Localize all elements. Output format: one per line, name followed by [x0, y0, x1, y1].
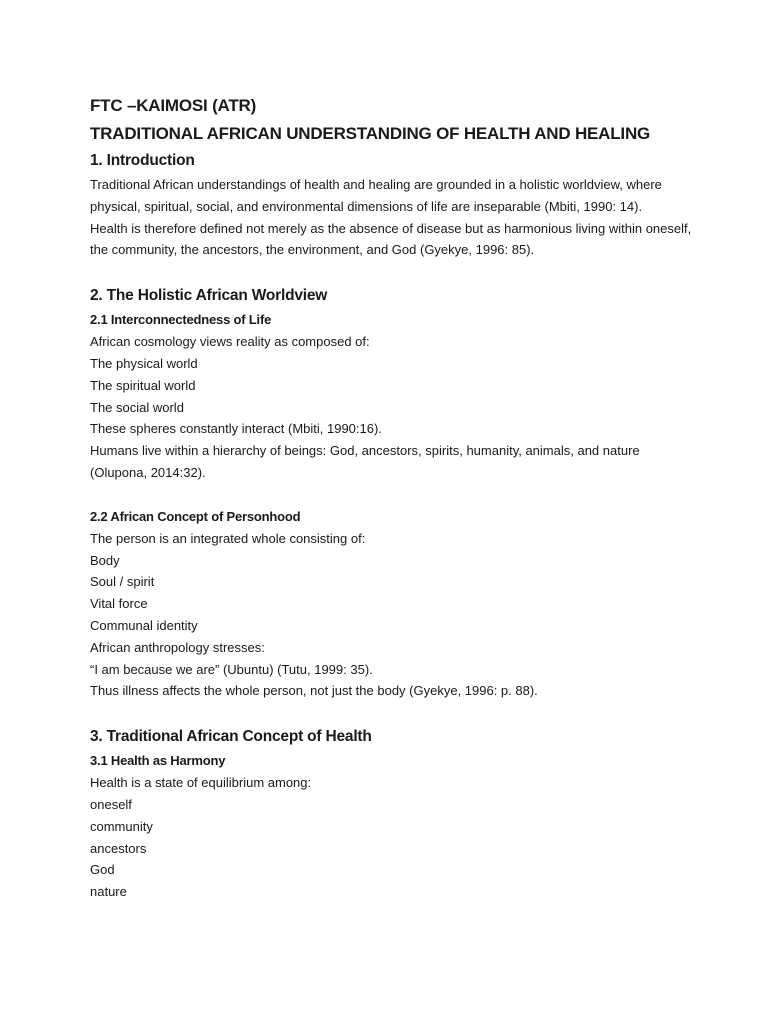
text-line: Soul / spirit [90, 574, 155, 590]
document-page [90, 92, 700, 903]
text-line: oneself [90, 796, 132, 812]
text-line: African anthropology stresses: [90, 639, 265, 655]
text-line: God [90, 862, 115, 878]
text-line: “I am because we are” (Ubuntu) (Tutu, 1999: 35). [90, 661, 373, 677]
text-line: African cosmology views reality as composed of: [90, 334, 370, 350]
text-line: The spiritual world [90, 377, 196, 393]
text-line: Vital force [90, 596, 148, 612]
text-line: ancestors [90, 840, 147, 856]
document-title-line1: FTC –KAIMOSI (ATR) [90, 96, 257, 115]
document-title-line2: TRADITIONAL AFRICAN UNDERSTANDING OF HEALTH AND HEALING [90, 124, 651, 143]
text-line: nature [90, 884, 127, 900]
text-line: Thus illness affects the whole person, not just the body (Gyekye, 1996: p. 88). [90, 683, 538, 699]
text-line: Body [90, 552, 120, 568]
text-line: These spheres constantly interact (Mbiti, 1990:16). [90, 421, 382, 437]
text-line: community [90, 818, 153, 834]
text-line: Humans live within a hierarchy of beings: God, ancestors, spirits, humanity, animals, and nature (Olupona, 2014:32). [90, 443, 640, 480]
text-line: Health is a state of equilibrium among: [90, 775, 312, 791]
text-line: Communal identity [90, 617, 198, 633]
text-line: The person is an integrated whole consisting of: [90, 530, 366, 546]
section3-heading: 3. Traditional African Concept of Health [90, 728, 372, 746]
text-line: The physical world [90, 355, 198, 371]
section2-1-heading: 2.1 Interconnectedness of Life [90, 312, 272, 328]
section1-heading: 1. Introduction [90, 152, 195, 169]
section2-2-heading: 2.2 African Concept of Personhood [90, 508, 301, 524]
section1-paragraph1: Traditional African understandings of health and healing are grounded in a holistic worldview, where physical, spiritual, social, and environmental dimensions of life are inseparable (Mbiti, 1990: 14). [90, 177, 662, 214]
section3-1-heading: 3.1 Health as Harmony [90, 753, 226, 769]
section2-heading: 2. The Holistic African Worldview [90, 287, 328, 305]
text-line: The social world [90, 399, 184, 415]
section1-paragraph2: Health is therefore defined not merely as the absence of disease but as harmonious living within oneself, the community, the ancestors, the environment, and God (Gyekye, 1996: 85). [90, 220, 692, 258]
